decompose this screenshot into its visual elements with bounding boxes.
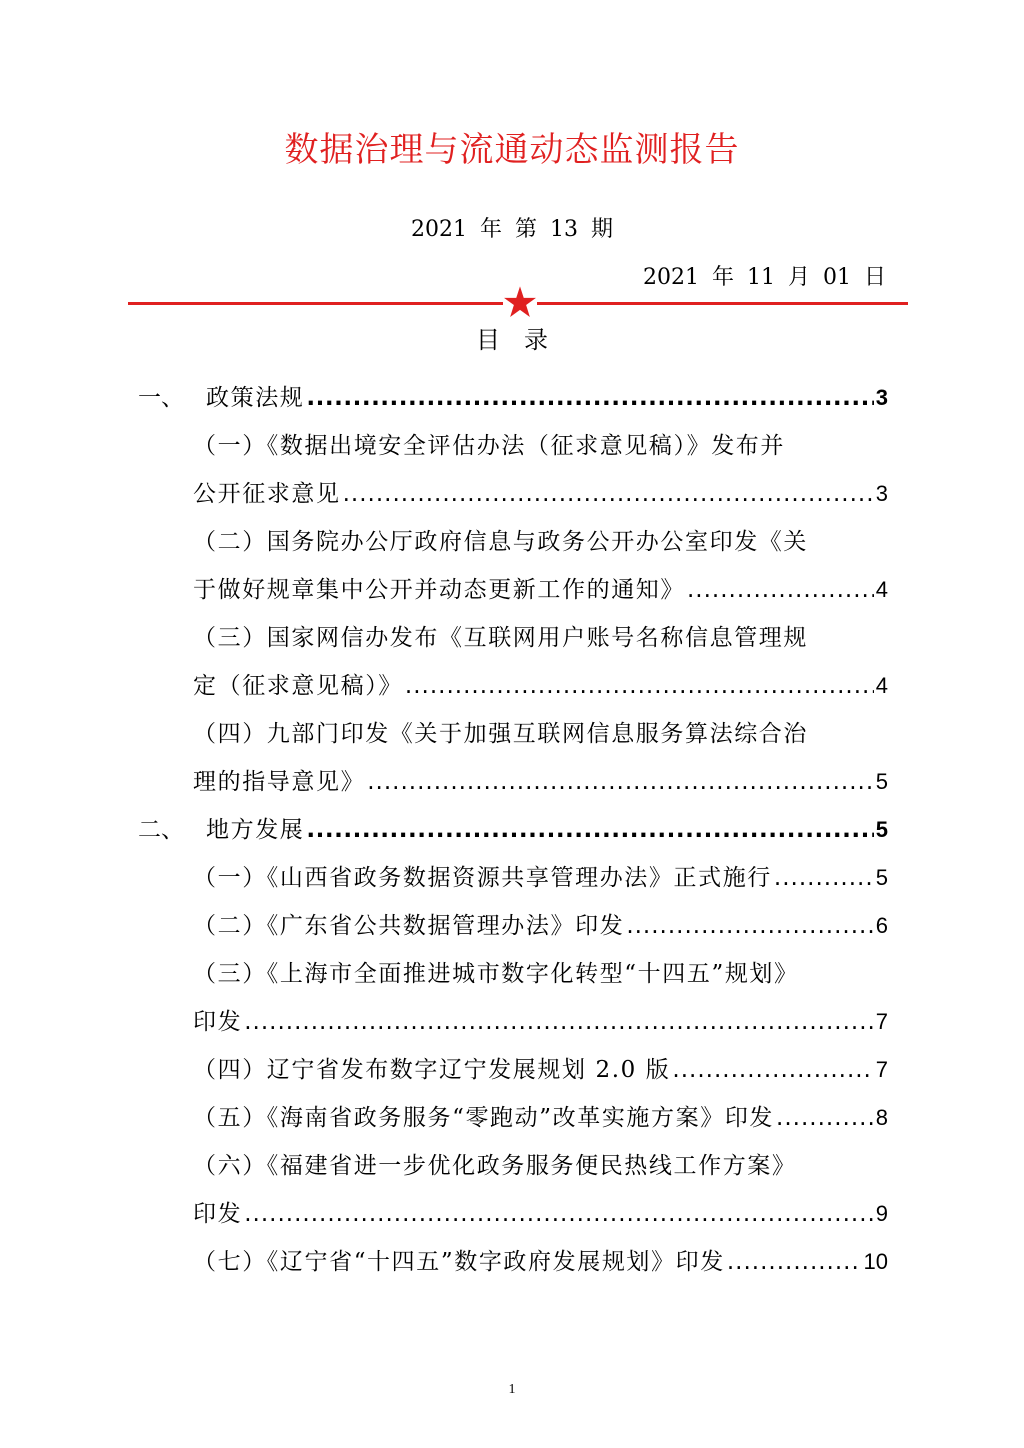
- toc-item[interactable]: [138, 1238, 888, 1286]
- issue-number: 2021 年 第 13 期: [411, 217, 613, 242]
- toc-page-number: 3: [875, 385, 888, 410]
- page-number: 1: [508, 1382, 516, 1397]
- toc-page-number: 8: [875, 1105, 888, 1130]
- toc-item[interactable]: [138, 1094, 888, 1142]
- toc-page-number: 9: [875, 1201, 888, 1226]
- toc-item-title: （七）《辽宁省“十四五”数字政府发展规划》印发: [193, 1249, 725, 1275]
- toc-page-number: 7: [875, 1009, 888, 1034]
- toc-item[interactable]: [138, 422, 888, 518]
- dot-leader: [405, 662, 874, 710]
- toc-item-title-line2: 于做好规章集中公开并动态更新工作的通知》: [193, 577, 685, 603]
- toc-heading: 目录: [476, 326, 572, 354]
- report-title: 数据治理与流通动态监测报告: [284, 130, 740, 170]
- toc-section-title: 地方发展: [206, 817, 305, 843]
- toc-page-number: 7: [875, 1057, 888, 1082]
- dot-leader: [306, 806, 873, 854]
- toc-item-title-line1: （三）国家网信办发布《互联网用户账号名称信息管理规: [193, 625, 808, 651]
- toc-item-title-line1: （二）国务院办公厅政府信息与政务公开办公室印发《关: [193, 529, 808, 555]
- toc-item[interactable]: [138, 614, 888, 710]
- toc-item[interactable]: [138, 1046, 888, 1094]
- toc-item-title-line2: 印发: [193, 1009, 243, 1035]
- toc-item-title-line1: （三）《上海市全面推进城市数字化转型“十四五”规划》: [193, 961, 799, 987]
- toc-page-number: 10: [863, 1249, 888, 1274]
- dot-leader: [727, 1238, 862, 1286]
- toc-section-title: 政策法规: [206, 385, 305, 411]
- toc-section-number: 二、: [138, 817, 184, 843]
- dot-leader: [672, 1046, 873, 1094]
- dot-leader: [306, 374, 873, 422]
- toc-page-number: 4: [875, 673, 888, 698]
- star-icon: [503, 285, 537, 319]
- toc-page-number: 5: [875, 865, 888, 890]
- toc-item-title: （四）辽宁省发布数字辽宁发展规划 2.0 版: [193, 1057, 671, 1083]
- dot-leader: [687, 566, 874, 614]
- toc-item[interactable]: [138, 518, 888, 614]
- toc-item[interactable]: [138, 710, 888, 806]
- dot-leader: [244, 1190, 874, 1238]
- toc-section[interactable]: [138, 374, 888, 422]
- toc-item[interactable]: [138, 902, 888, 950]
- toc-item[interactable]: [138, 1142, 888, 1238]
- toc-item-title: （一）《山西省政务数据资源共享管理办法》正式施行: [193, 865, 772, 891]
- dot-leader: [774, 854, 874, 902]
- toc-item-title: （二）《广东省公共数据管理办法》印发: [193, 913, 625, 939]
- toc-item[interactable]: [138, 854, 888, 902]
- toc-section[interactable]: [138, 806, 888, 854]
- table-of-contents: [138, 374, 888, 1286]
- dot-leader: [776, 1094, 874, 1142]
- toc-page-number: 5: [875, 769, 888, 794]
- toc-item-title: （五）《海南省政务服务“零跑动”改革实施方案》印发: [193, 1105, 775, 1131]
- toc-section-number: 一、: [138, 385, 184, 411]
- dot-leader: [244, 998, 874, 1046]
- toc-page-number: 4: [875, 577, 888, 602]
- toc-item[interactable]: [138, 950, 888, 1046]
- toc-item-title-line1: （六）《福建省进一步优化政务服务便民热线工作方案》: [193, 1153, 797, 1179]
- toc-page-number: 5: [875, 817, 888, 842]
- toc-item-title-line2: 定（征求意见稿）》: [193, 673, 403, 699]
- toc-item-title-line2: 理的指导意见》: [193, 769, 366, 795]
- toc-page-number: 6: [875, 913, 888, 938]
- toc-item-title-line2: 印发: [193, 1201, 243, 1227]
- issue-date: 2021 年 11 月 01 日: [643, 265, 886, 290]
- toc-page-number: 3: [875, 481, 888, 506]
- toc-item-title-line1: （一）《数据出境安全评估办法（征求意见稿）》发布并: [193, 433, 785, 459]
- toc-item-title-line2: 公开征求意见: [193, 481, 341, 507]
- toc-item-title-line1: （四）九部门印发《关于加强互联网信息服务算法综合治: [193, 721, 808, 747]
- dot-leader: [626, 902, 873, 950]
- dot-leader: [343, 470, 874, 518]
- dot-leader: [367, 758, 874, 806]
